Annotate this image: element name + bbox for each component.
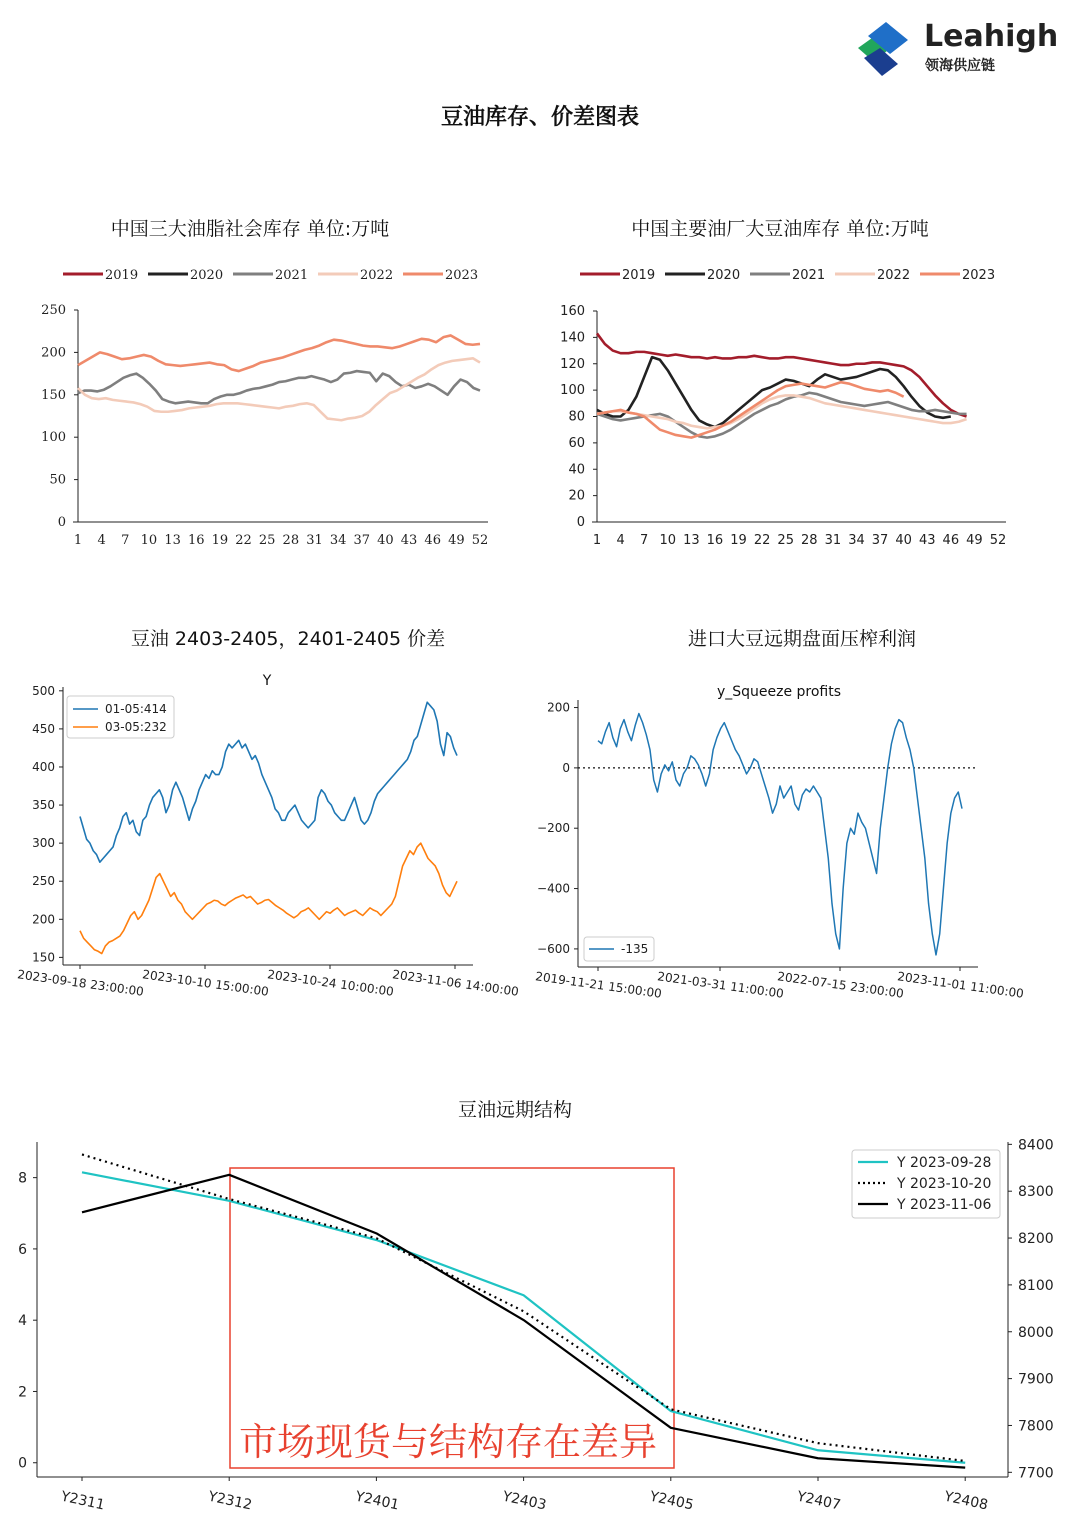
y-tick-label: 60 <box>568 435 585 451</box>
x-tick-label: 52 <box>471 533 489 548</box>
y-tick-label: −400 <box>537 881 570 896</box>
x-tick-label: 22 <box>753 533 771 548</box>
x-tick-label: 49 <box>966 533 983 548</box>
x-tick-label: 25 <box>777 533 794 548</box>
series-line <box>598 714 962 955</box>
y-tick-label: 200 <box>41 345 66 361</box>
x-tick-label: 19 <box>730 533 747 548</box>
y-tick-label: 0 <box>562 760 570 775</box>
series-line <box>82 1154 965 1460</box>
annotation-text: 市场现货与结构存在差异 <box>238 1420 658 1464</box>
brand-subname: 领海供应链 <box>925 58 995 74</box>
y-tick-label: 450 <box>32 721 55 736</box>
x-tick-label: 2023-09-18 23:00:00 <box>16 967 145 999</box>
y-tick-label-right: 8300 <box>1018 1184 1054 1201</box>
x-tick-label: 1 <box>592 533 602 548</box>
chart-title: 豆油远期结构 <box>457 1099 573 1121</box>
y-tick-label: 160 <box>560 304 585 319</box>
legend-label: 2021 <box>792 268 826 283</box>
y-tick-label: 250 <box>41 303 66 318</box>
x-tick-label: 2023-11-06 14:00:00 <box>391 967 520 999</box>
chart-title: 进口大豆远期盘面压榨利润 <box>687 628 917 650</box>
x-tick-label: 4 <box>97 533 106 548</box>
y-tick-label-right: 7700 <box>1018 1465 1054 1482</box>
legend-label: 2020 <box>707 268 741 283</box>
y-tick-label: 2 <box>18 1384 27 1401</box>
y-tick-label-right: 7900 <box>1018 1371 1054 1388</box>
x-tick-label: 2023-11-01 11:00:00 <box>896 969 1025 1001</box>
x-tick-label: 49 <box>448 533 465 548</box>
legend-label: 2019 <box>622 268 656 283</box>
y-tick-label-right: 7800 <box>1018 1418 1054 1435</box>
x-tick-label: Y2401 <box>353 1488 401 1514</box>
x-tick-label: 7 <box>640 533 649 548</box>
plot-area <box>598 714 962 955</box>
y-tick-label: −600 <box>537 941 570 956</box>
y-tick-label: 150 <box>32 950 55 965</box>
x-tick-label: 13 <box>683 533 700 548</box>
legend <box>852 1150 1000 1218</box>
y-tick-label: 200 <box>547 700 570 715</box>
x-tick-label: 31 <box>824 533 842 548</box>
y-tick-label: −200 <box>537 821 570 836</box>
social-stock-chart <box>30 205 500 555</box>
y-tick-label: 500 <box>32 683 55 698</box>
x-tick-label: 10 <box>140 533 158 548</box>
chart-title: 中国主要油厂大豆油库存 单位:万吨 <box>631 218 929 240</box>
y-tick-label: 50 <box>49 472 66 488</box>
legend <box>584 937 654 961</box>
legend-label: Y 2023-10-20 <box>897 1176 992 1192</box>
y-tick-label: 0 <box>18 1455 27 1472</box>
legend <box>580 268 995 283</box>
plot-area <box>78 335 480 420</box>
legend-label: 2019 <box>105 268 139 283</box>
legend-label: 2023 <box>445 268 479 283</box>
x-tick-label: Y2405 <box>648 1488 695 1514</box>
y-tick-label-right: 8200 <box>1018 1231 1054 1248</box>
legend-label: 2020 <box>190 268 224 283</box>
x-tick-label: 10 <box>659 533 677 548</box>
x-tick-label: 37 <box>353 533 371 548</box>
x-tick-label: 2021-03-31 11:00:00 <box>656 969 785 1001</box>
x-tick-label: Y2408 <box>942 1488 990 1514</box>
x-tick-label: Y2407 <box>795 1488 843 1514</box>
y-tick-label: 0 <box>576 515 585 530</box>
y-tick-label: 40 <box>568 462 585 478</box>
legend-label: -135 <box>621 942 649 956</box>
x-tick-label: 7 <box>121 533 130 548</box>
legend <box>63 268 478 283</box>
x-tick-label: 2023-10-24 10:00:00 <box>266 967 395 999</box>
series-line <box>78 335 480 371</box>
series-line <box>597 333 967 416</box>
x-tick-label: 40 <box>377 533 394 548</box>
spread-chart <box>10 615 530 1015</box>
x-tick-label: 16 <box>706 533 724 548</box>
x-tick-label: 25 <box>258 533 276 548</box>
x-tick-label: 40 <box>895 533 912 548</box>
y-tick-label: 20 <box>568 488 585 504</box>
squeeze-profit-chart <box>530 615 1070 1015</box>
x-tick-label: 2022-07-15 23:00:00 <box>776 969 905 1001</box>
x-tick-label: Y2312 <box>206 1488 254 1514</box>
legend-label: 2023 <box>962 268 996 283</box>
y-tick-label: 140 <box>560 330 585 346</box>
x-tick-label: 34 <box>848 533 865 548</box>
logo-mark <box>858 22 908 76</box>
plot-area <box>597 333 967 437</box>
x-tick-label: 1 <box>73 533 83 548</box>
x-tick-label: 37 <box>871 533 889 548</box>
y-tick-label: 200 <box>32 912 55 927</box>
x-tick-label: Y2311 <box>59 1488 107 1514</box>
y-tick-label: 4 <box>18 1313 27 1330</box>
y-tick-label: 300 <box>32 836 55 851</box>
legend-label: 01-05:414 <box>105 702 167 716</box>
x-tick-label: 46 <box>424 533 441 548</box>
y-tick-label-right: 8000 <box>1018 1324 1054 1341</box>
x-tick-label: 52 <box>989 533 1007 548</box>
series-line <box>78 358 480 420</box>
x-tick-label: 43 <box>400 533 418 548</box>
y-tick-label: 6 <box>18 1241 27 1258</box>
legend <box>67 696 174 738</box>
series-line <box>597 393 967 438</box>
y-tick-label: 0 <box>57 515 66 530</box>
x-tick-label: 2019-11-21 15:00:00 <box>534 969 663 1001</box>
x-tick-label: 19 <box>211 533 229 548</box>
x-tick-label: 22 <box>235 533 252 548</box>
legend-label: 2021 <box>275 268 309 283</box>
legend-label: Y 2023-09-28 <box>897 1155 992 1171</box>
plant-stock-chart <box>550 205 1020 555</box>
y-tick-label: 400 <box>32 759 55 774</box>
x-tick-label: 4 <box>616 533 625 548</box>
plot-area <box>80 702 457 953</box>
chart-subtitle: Y <box>262 673 272 689</box>
y-tick-label: 150 <box>41 387 66 403</box>
page-title: 豆油库存、价差图表 <box>440 105 639 130</box>
legend-label: 2022 <box>360 268 394 283</box>
y-tick-label-right: 8100 <box>1018 1277 1054 1294</box>
brand-logo <box>850 14 1070 84</box>
x-tick-label: 16 <box>187 533 205 548</box>
x-tick-label: 2023-10-10 15:00:00 <box>141 967 270 999</box>
y-tick-label: 8 <box>18 1170 27 1187</box>
legend-label: 03-05:232 <box>105 720 167 734</box>
y-tick-label: 100 <box>560 383 585 399</box>
x-tick-label: 34 <box>329 533 347 548</box>
x-tick-label: 43 <box>918 533 936 548</box>
y-tick-label: 350 <box>32 798 55 813</box>
legend-label: 2022 <box>877 268 911 283</box>
y-tick-label-right: 8400 <box>1018 1137 1054 1154</box>
chart-subtitle: y_Squeeze profits <box>716 684 842 700</box>
y-tick-label: 120 <box>560 356 585 372</box>
series-line <box>80 843 457 953</box>
x-tick-label: 31 <box>306 533 323 548</box>
legend-label: Y 2023-11-06 <box>897 1197 992 1213</box>
forward-curve-chart <box>0 1090 1080 1530</box>
x-tick-label: 46 <box>942 533 960 548</box>
axes <box>560 304 1006 548</box>
y-tick-label: 80 <box>568 409 585 425</box>
chart-title: 豆油 2403-2405，2401-2405 价差 <box>130 628 446 650</box>
x-tick-label: Y2403 <box>501 1488 548 1514</box>
chart-title: 中国三大油脂社会库存 单位:万吨 <box>110 218 390 240</box>
x-tick-label: 28 <box>801 533 818 548</box>
y-tick-label: 100 <box>41 430 66 446</box>
y-tick-label: 250 <box>32 874 55 889</box>
x-tick-label: 13 <box>164 533 181 548</box>
x-tick-label: 28 <box>282 533 300 548</box>
brand-name: Leahigh <box>924 19 1059 54</box>
